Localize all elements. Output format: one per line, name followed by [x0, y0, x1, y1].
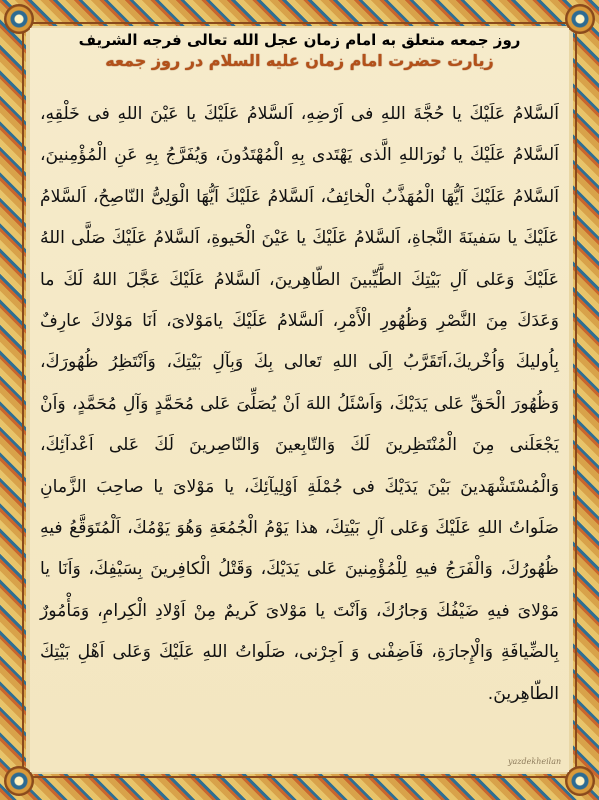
ziyarat-text: اَلسَّلامُ عَلَيْكَ يا حُجَّةَ اللهِ فى اَرْضِهِ، اَلسَّلامُ عَلَيْكَ يا عَيْنَ اللهِ فى خَلْقِهِ، اَلسَّلامُ عَلَيْكَ يا نُورَاللهِ الَّذى يَهْتَدى بِهِ الْمُهْتَدُونَ، وَيُفَرَّجُ بِهِ عَنِ الْمُؤْمِنينَ، اَلسَّلامُ عَلَيْكَ اَيُّهَا الْمُهَذَّبُ الْخائِفُ، اَلسَّلامُ عَلَيْكَ اَيُّهَا الْوَلِىُّ النّاصِحُ، اَلسَّلامُ عَلَيْكَ يا سَفينَةَ النَّجاةِ، اَلسَّلامُ عَلَيْكَ يا عَيْنَ الْحَيوةِ، اَلسَّلامُ عَلَيْكَ صَلَّى اللهُ عَلَيْكَ وَعَلى آلِ بَيْتِكَ الطَّيِّبينَ الطّاهِرينَ، اَلسَّلامُ عَلَيْكَ عَجَّلَ اللهُ لَكَ ما وَعَدَكَ مِنَ النَّصْرِ وَظُهُورِ الْأَمْرِ، اَلسَّلامُ عَلَيْكَ يامَوْلاىَ، اَنَا مَوْلاكَ عارِفٌ بِاُولیكَ وَاُخْريكَ،اَتَقَرَّبُ اِلَى اللهِ تَعالى بِكَ وَبِآلِ بَيْتِكَ، وَاَنْتَظِرُ ظُهُورَكَ، وَظُهُورَ الْحَقِّ عَلى يَدَيْكَ، وَاَسْئَلُ اللهَ اَنْ يُصَلِّىَ عَلى مُحَمَّدٍ وَآلِ مُحَمَّدٍ، وَاَنْ يَجْعَلَنى مِنَ الْمُنْتَظِرينَ لَكَ وَالتّابِعينَ وَالنّاصِرينَ لَكَ عَلى اَعْدآئِكَ، وَالْمُسْتَشْهَدينَ بَيْنَ يَدَيْكَ فى جُمْلَةِ اَوْلِيآئِكَ، يا مَوْلاىَ يا صاحِبَ الزَّمانِ صَلَواتُ اللهِ عَلَيْكَ وَعَلى آلِ بَيْتِكَ، هذا يَوْمُ الْجُمُعَةِ وَهُوَ يَوْمُكَ، اَلْمُتَوَقَّعُ فيهِ ظُهُورُكَ، وَالْفَرَجُ فيهِ لِلْمُؤْمِنينَ عَلى يَدَيْكَ، وَقَتْلُ الْكافِرينَ بِسَيْفِكَ، وَاَنَا يا مَوْلاىَ فيهِ ضَيْفُكَ وَجارُكَ، وَاَنْتَ يا مَوْلاىَ كَريمٌ مِنْ اَوْلادِ الْكِرامِ، وَمَأْمُورٌ بِالضِّيافَةِ وَالْإِجارَةِ، فَاَضِفْنى وَ اَجِرْنى، صَلَواتُ اللهِ عَلَيْكَ وَعَلى اَهْلِ بَيْتِكَ الطّاهِرينَ. [40, 104, 559, 704]
content-panel [30, 28, 569, 772]
signature-watermark: yazdekheilan [508, 757, 562, 766]
page-subtitle: زیارت حضرت امام زمان علیه السلام در روز جمعه [105, 51, 494, 70]
corner-ornament-icon [565, 4, 595, 34]
page-title: روز جمعه متعلق به امام زمان عجل الله تعالی فرجه الشریف [78, 31, 521, 49]
corner-ornament-icon [565, 766, 595, 796]
